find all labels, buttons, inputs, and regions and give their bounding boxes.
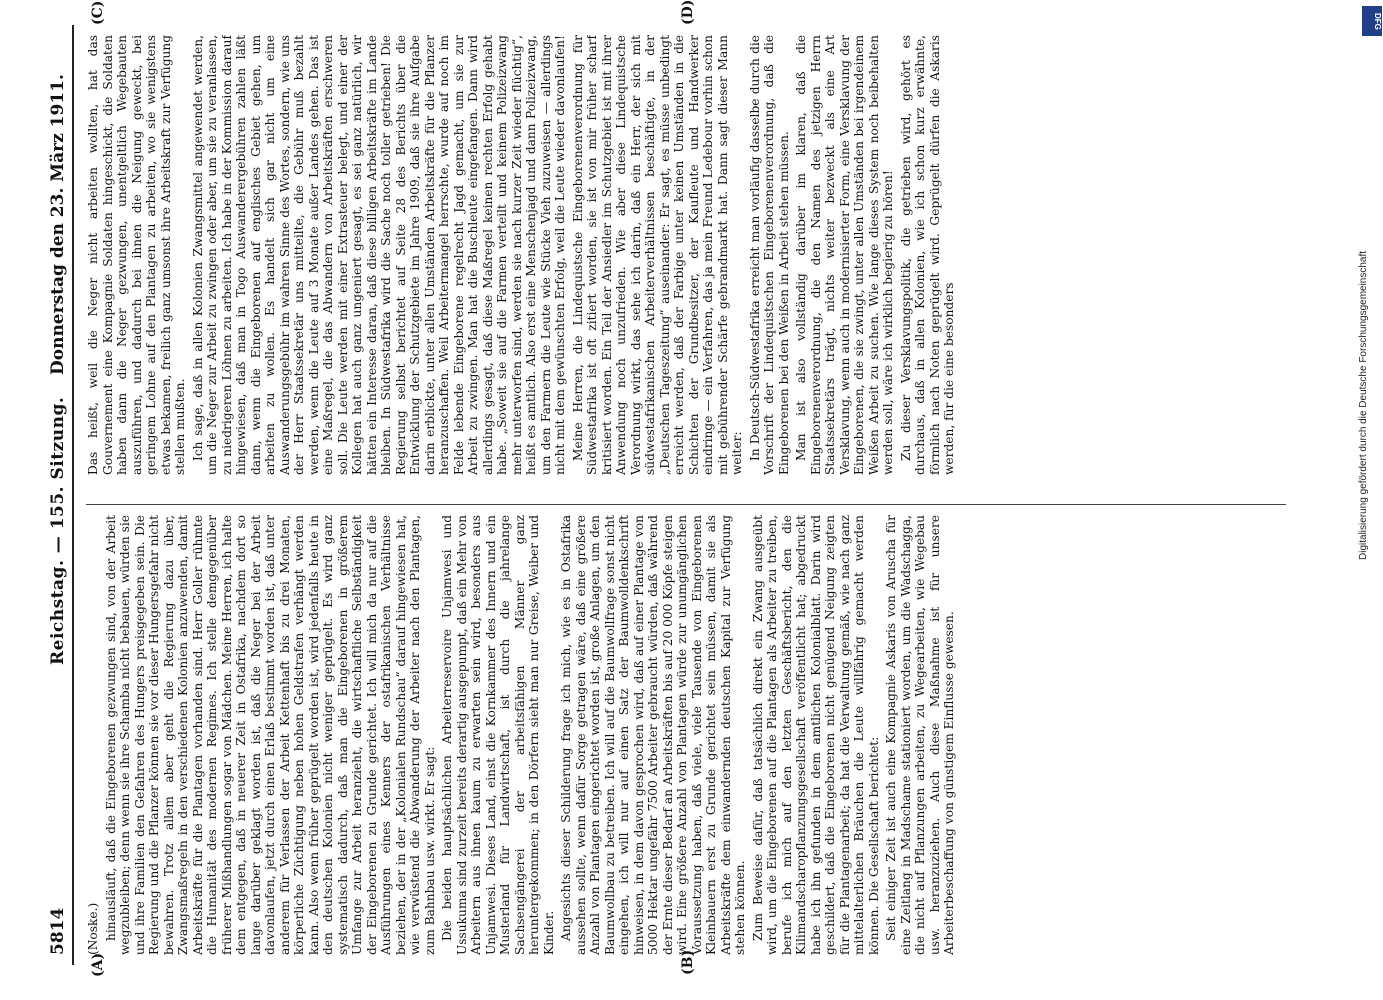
paragraph: Ich sage, daß in allen Kolonien Zwangsmittel angewendet werden, um die Neger zur Arbeit zu zwingen oder aber, um sie zu veranlassen, zu niedrigeren Löhnen zu arbeiten. Ich habe in der Kommission darauf hingewiesen, daß man in Togo Auswanderergebühren zahlen läßt dann, wenn die Eingeborenen auf englisches Gebiet gehen, um arbeiten zu wollen. Es handelt sich gar nicht um eine Auswanderungsgebühr im wahren Sinne des Wortes, sondern, wie uns der Herr Staatssekretär uns mitteilte, die Gebühr muß bezahlt werden, wenn die Leute auf 3 Monate außer Landes gehen. Das ist eine Maßregel, die das Abwandern von Arbeitskräften erschweren soll. Die Leute werden mit einer Extrasteuer belegt, und einer der Kollegen hat auch ganz ungeniert gesagt, es sei ganz natürlich, wir hätten ein Interesse daran, daß diese billigen Arbeitskräfte im Lande bleiben. In Südwestafrika wird die Sache noch toller getrieben! Die Regierung selbst berichtet auf Seite 28 des Berichts über die Entwicklung der Schutzgebiete im Jahre 1909, daß sie ihre Aufgabe darin erblickte, unter allen Umständen Arbeitskräfte für die Pflanzer heranzuschaffen. Weil Arbeitermangel herrschte, wurde auf noch im Felde lebende Eingeborene regelrecht Jagd gemacht, um sie zur Arbeit zu zwingen. Man hat die Buschleute eingefangen. Dann wird allerdings gesagt, daß diese Maßregel keinen rechten Erfolg gehabt habe. „Soweit sie auf die Farmen verteilt und keinem Polizeizwang mehr unterworfen sind, werden sie nach kurzer Zeit wieder flüchtig“, heißt es amtlich. Also erst eine Menschenjagd und dann Polizeizwang, um den Farmern die Leute wie Stücke Vieh zuzuweisen — allerdings nicht mit dem gewünschten Erfolg, weil die Leute wieder davonlaufen! <box>190 35 567 475</box>
speaker-label: (Noske.) <box>86 902 100 955</box>
left-column <box>86 515 1286 955</box>
session-title: Reichstag. — 155. Sitzung. <box>48 396 68 665</box>
quote-paragraph: Die beiden hauptsächlichen Arbeiterreservoire Unjamwesi und Ussukuma sind zurzeit bereits derartig ausgepumpt, daß ein Mehr von Arbeitern aus ihnen kaum zu erwarten sein wird, besonders aus Unjamwesi. Dieses Land, einst die Kornkammer des Innern und ein Musterland für Landwirtschaft, ist durch die jahrelange Sachsengängerei der arbeitsfähigen Männer ganz heruntergekommen; in den Dörfern sieht man nur Greise, Weiber und Kinder. <box>440 515 556 955</box>
right-column <box>86 35 1286 475</box>
paragraph: Angesichts dieser Schilderung frage ich mich, wie es in Ostafrika aussehen sollte, wenn dafür Sorge getragen wäre, daß eine größere Anzahl von Plantagen eingerichtet worden ist, große Anlagen, um den Baumwollbau zu betreiben. Ich will auf die Baumwollfrage sonst nicht eingehen, ich will nur auf einen Satz der Baumwolldenkschrift hinweisen, in dem davon gesprochen wird, daß auf einer Plantage von 5000 Hektar ungefähr 7500 Arbeiter gebraucht würden, daß während der Ernte dieser Bedarf an Arbeitskräften bis auf 20 000 Köpfe steigen wird. Eine größere Anzahl von Plantagen würde zur unumgänglichen Voraussetzung haben, daß viele, viele Tausende von Eingeborenen Kleinbauern erst zu Grunde gerichtet sein müssen, damit sie als Arbeitskräfte dem einwandernden deutschen Kapital zur Verfügung stehen können. <box>559 515 747 955</box>
paragraph: Zum Beweise dafür, daß tatsächlich direkt ein Zwang ausgeübt wird, um die Eingeborenen auf die Plantagen als Arbeiter zu treiben, berufe ich mich auf den letzten Geschäftsbericht, den die Kilimandscharopflanzungsgesellschaft veröffentlicht hat; abgedruckt habe ich ihn gefunden in dem amtlichen Kolonialblatt. Darin wird geschildert, daß die Eingeborenen nicht genügend Neigung zeigten für die Plantagenarbeit; da hat die Verwaltung gemäß, wie nach ganz mittelalterlichen Bräuchen die Leute willfährig gemacht werden können. Die Gesellschaft berichtet: <box>750 515 881 955</box>
paragraph: Das heißt, weil die Neger nicht arbeiten wollten, hat das Gouvernement eine Kompagnie Soldaten hingeschickt, die Soldaten haben dann die Neger gezwungen, unentgeltlich Wegebauten auszuführen, und dadurch bei ihnen die Neigung geweckt, bei geringem Lohne auf den Plantagen zu arbeiten, wo sie wenigstens etwas bekamen, freilich ganz umsonst ihre Arbeitskraft zur Verfügung stellen mußten. <box>86 35 187 475</box>
quote-paragraph: Seit einiger Zeit ist auch eine Kompagnie Askaris von Aruscha für eine Zeitlang in Madschame stationiert worden, um die Wadschagga, die nicht auf Pflanzungen arbeiten, zu Wegearbeiten, wie Wegebau usw. heranzuziehen. Auch diese Maßnahme ist für unsere Arbeiterbeschaffung von günstigem Einflusse gewesen. <box>884 515 956 955</box>
page-number: 5814 <box>48 907 68 955</box>
paragraph: Zu dieser Versklavungspolitik, die getrieben wird, gehört es durchaus, daß in allen Kolonien, wie ich schon kurz erwähnte, förmlich nach Noten geprügelt wird. Geprügelt dürfen die Askaris werden, für die eine besonders <box>898 35 956 475</box>
margin-mark-a: (A) <box>90 952 106 977</box>
header-rule <box>72 25 74 965</box>
paragraph: Meine Herren, die Lindequistsche Eingeborenenverordnung für Südwestafrika ist oft zitiert worden, sie ist von mir früher scharf kritisiert worden. Ein Teil der Ansiedler im Schutzgebiet ist mit ihrer Anwendung noch unzufrieden. Wie aber diese Lindequistsche Verordnung wirkt, das sehe ich darin, daß ein Herr, der sich mit südwestafrikanischen Arbeiterverhältnissen beschäftigte, in der „Deutschen Tageszeitung“ auseinander: Er sagt, es müsse unbedingt erreicht werden, daß der Farbige unter keinen Umständen in die Schichten der Grundbesitzer, der Kaufleute und Handwerker eindringe — ein Verfahren, das ja mein Freund Ledebour vorhin schon mit gebührender Schärfe gebrandmarkt hat. Dann sagt dieser Mann weiter: <box>570 35 744 475</box>
quote-paragraph: In Deutsch-Südwestafrika erreicht man vorläufig dasselbe durch die Vorschrift der Lindequistschen Eingeborenenverordnung, daß die Eingeborenen bei den Weißen in Arbeit stehen müssen. <box>747 35 791 475</box>
digitization-credit: Digitalisierung gefördert durch die Deutsche Forschungsgemeinschaft <box>1358 250 1369 560</box>
page-header <box>40 25 80 965</box>
session-date: Donnerstag den 23. März 1911. <box>48 74 68 375</box>
paragraph: hinausläuft, daß die Eingeborenen gezwungen sind, von der Arbeit wegzubleiben; denn wenn sie ihre Schamba nicht bebauen, würden sie und ihre Familien den Gefahren des Hungers preisgegeben sein. Die Regierung und die Pflanzer können sie vor dieser Hungersgefahr nicht bewahren. Trotz allem aber geht die Regierung dazu über, Zwangsmaßregeln in den verschiedenen Kolonien anzuwenden, damit Arbeitskräfte für die Plantagen vorhanden sind. Herr Goller rühmte die Humanität des modernen Regimes. Ich stelle demgegenüber früherer Mißhandlungen sogar von Mädchen. Meine Herren, ich halte dem entgegen, daß in neuerer Zeit in Ostafrika, nachdem dort so lange darüber geklagt worden ist, daß die Neger bei der Arbeit davonlaufen, jetzt durch einen Erlaß bestimmt worden ist, daß unter anderem für Verlassen der Arbeit Kettenhaft bis zu drei Monaten, körperliche Züchtigung neben hohen Geldstrafen verhängt werden kann. Also wenn früher geprügelt worden ist, wird jedenfalls heute in den deutschen Kolonien nicht weniger geprügelt. Es wird ganz systematisch dadurch, daß man die Eingeborenen in größerem Umfange zur Arbeit heranzieht, die wirtschaftliche Selbständigkeit der Eingeborenen zu Grunde gerichtet. Ich will mich da nur auf die Ausführungen eines Kenners der ostafrikanischen Verhältnisse beziehen, der in der „Kolonialen Rundschau“ darauf hingewiesen hat, wie verwüstend die Abwanderung der Arbeiter nach den Plantagen, zum Bahnbau usw. wirkt. Er sagt: <box>103 515 437 955</box>
margin-mark-c: (C) <box>90 0 106 25</box>
dfg-logo: DFG <box>1362 6 1382 36</box>
column-divider <box>86 504 1286 505</box>
paragraph: Man ist also vollständig darüber im klaren, daß die Eingeborenenverordnung, die den Namen des jetzigen Herrn Staatssekretärs trägt, nichts weiter bezweckt als eine Art Versklavung, wenn auch in modernisierter Form, eine Versklavung der Eingeborenen, die sie zwingt, unter allen Umständen bei irgendeinem Weißen Arbeit zu suchen. Wie lange dieses System noch beibehalten werden soll, wäre ich wirklich begierig zu hören! <box>794 35 895 475</box>
margin-mark-d: (D) <box>680 0 696 25</box>
document-page <box>20 0 1320 977</box>
margin-mark-b: (B) <box>680 949 696 975</box>
